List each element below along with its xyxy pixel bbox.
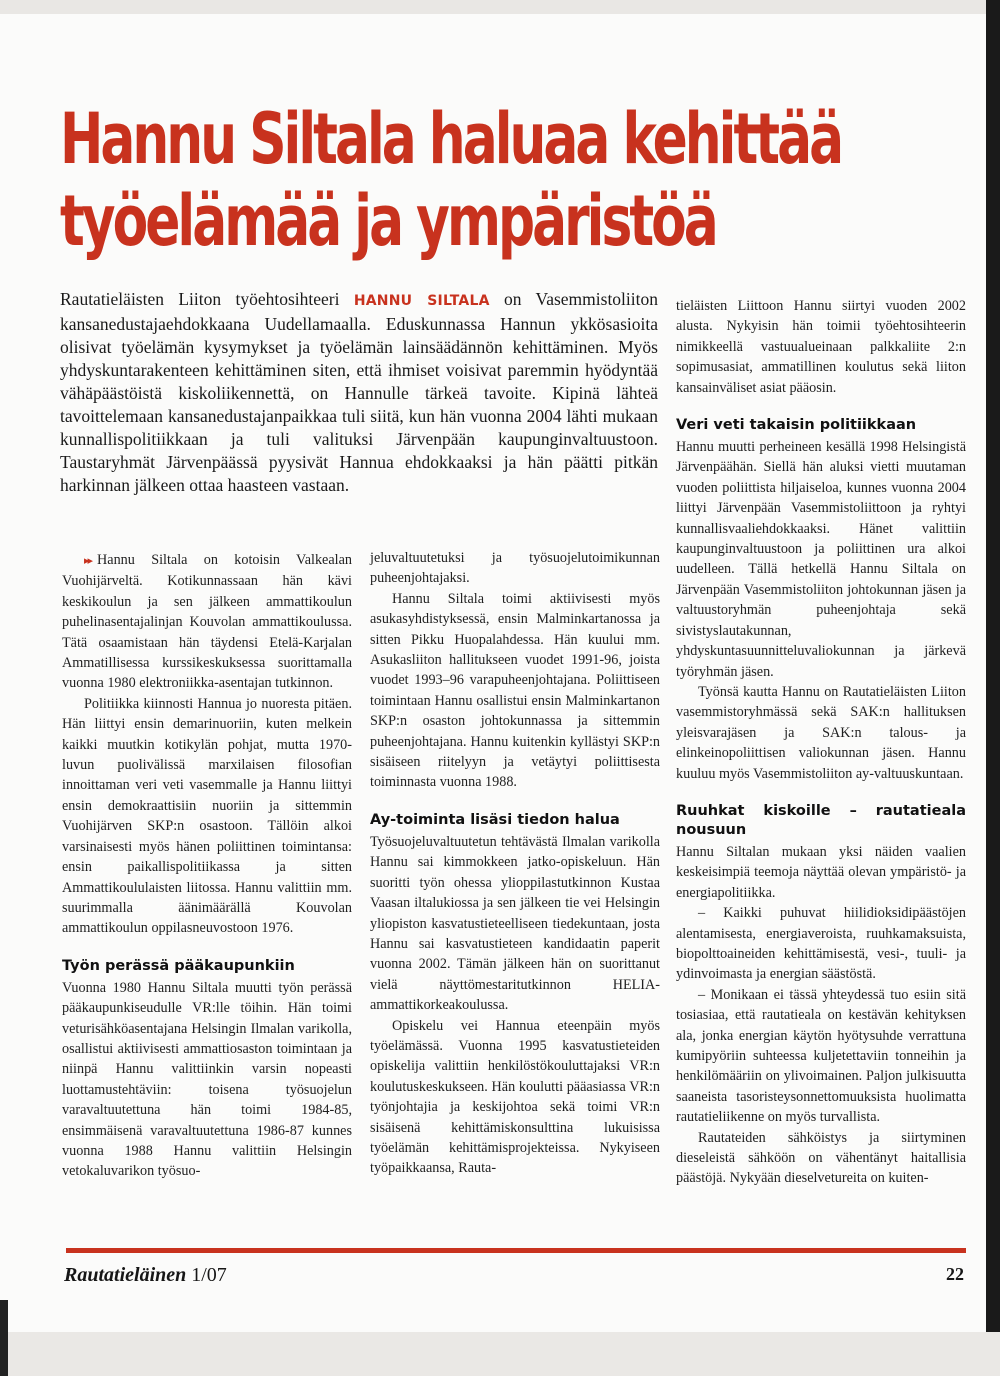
magazine-name: Rautatieläinen — [64, 1264, 187, 1286]
headline-line-2: työelämää ja ympäristöä — [60, 180, 716, 262]
subheading: Työn perässä pääkaupunkiin — [62, 957, 295, 974]
paragraph: jeluvaltuutetuksi ja työsuojelutoimikunnan puheenjohtajaksi. — [370, 550, 660, 587]
headline-line-1: Hannu Siltala haluaa kehittää — [60, 98, 842, 180]
lead-person-name: HANNU SILTALA — [353, 293, 490, 309]
subheading: Ruuhkat kiskoille – rautatieala nousuun — [676, 802, 966, 838]
article-headline — [60, 98, 842, 262]
paragraph: Hannu Siltala toimi aktiivisesti myös asukasyhdistyksessä, ensin Malminkartanossa ja sitten Pikku Huopalahdessa. Hän kuului mm. Asukasliiton hallitukseen vuodet 1991-96, joista vuodet 1993–96 varapuheenjohtajana. Poliittiseen toimintaan Hannu osallistui ensin Malminkartanon SKP:n osaston johtokunnassa ja sittemmin puheenjohtajana. Hannu kuitenkin kyllästyi SKP:n sisäiseen riitelyyn ja vetäytyi poliittisesta toiminnasta vuonna 1988. — [370, 590, 660, 791]
paragraph: Työnsä kautta Hannu on Rautatieläisten Liiton vasemmistoryhmässä sekä SAK:n hallituksen yleisvarajäsen ja SAK:n talous- ja elinkeinopoliittisen valiokunnan jäsen. Hannu kuuluu myös Vasemmistoliiton ay-valtuuskuntaan. — [676, 683, 966, 782]
subheading: Veri veti takaisin politiikkaan — [676, 417, 917, 434]
paragraph: – Kaikki puhuvat hiilidioksidipäästöjen alentamisesta, energiaveroista, ruuhkamaksuista, biopolttoaineiden kehittämisestä, vesi-, tuuli- ja ydinvoimasta ja energian säästöstä. — [676, 905, 966, 983]
paragraph: Rautateiden sähköistys ja siirtyminen dieseleistä sähköön on vähentänyt haitallisia päästöjä. Nykyään dieselvetureita on kuiten- — [676, 1129, 966, 1187]
scan-edge-right — [986, 0, 1000, 1376]
footer-rule — [66, 1248, 966, 1253]
subheading: Ay-toiminta lisäsi tiedon halua — [370, 811, 620, 828]
scan-edge-bottom — [0, 1332, 1000, 1376]
article-lead — [60, 288, 658, 497]
scan-edge-left — [0, 1300, 8, 1376]
lead-intro: Rautatieläisten Liiton työehtosihteeri — [60, 289, 354, 309]
paragraph: Työsuojeluvaltuutetun tehtävästä Ilmalan varikolla Hannu sai kimmokkeen jatko-opiskeluun. Hän suoritti työn ohessa ylioppilastutkinnon Kustaa Vaasan iltalukiossa ja sen jälkeen tie vei Helsingin yliopiston kasvatustieteelliseen tiedekuntaan, josta Hannu sai kasvatustieteen kandidaatin paperit vuonna 2002. Tämän jälkeen hän on suorittanut vielä näyttömestaritutkinnon HELIA-ammattikorkeakoulussa. — [370, 833, 660, 1014]
paragraph-text: Hannu Siltala on kotoisin Valkealan Vuohijärveltä. Kotikunnassaan hän kävi keskikoulun ja sen jälkeen ammattikoulun puhelinasentajalinjan Kouvolan ammattikoulussa. Tätä osaamistaan hän täydensi Etelä-Karjalan Ammatillisessa kurssikeskuksessa suorittamalla vuonna 1980 elektroniikka-asentajan tutkinnon. — [62, 552, 352, 692]
double-arrow-icon: ▸▸ — [84, 554, 92, 567]
paragraph — [62, 550, 352, 694]
paragraph: Vuonna 1980 Hannu Siltala muutti työn perässä pääkaupunkiseudulle VR:lle töihin. Hän toimi veturisähköasentajana Helsingin Ilmalan varikolla, osallistui aktiivisesti ammattiosaston toimintaan ja niinpä Hannu valittiinkin varsin nopeasti luottamustehtäviin: toisena työsuojelun varavaltuutettuna hän toimi 1984-85, ensimmäisenä varavaltuutettuna 1986-87 kunnes vuonna 1988 Hannu valittiin Helsingin vetokaluvarikon työsuo- — [62, 979, 352, 1180]
scan-edge-top — [0, 0, 1000, 14]
paragraph: Hannu muutti perheineen kesällä 1998 Helsingistä Järvenpäähän. Siellä hän aluksi vietti muutaman vuoden poliittista hiljaiseloa, kunnes vuonna 2004 liittyi Järvenpään Vasemmistoliittoon ja ryhtyi kunnallisvaaliehdokkaaksi. Hänet valittiin kaupunginvaltuustoon ja poliittinen ura alkoi uudelleen. Tällä hetkellä Hannu Siltala on Järvenpään Vasemmistoliiton johtokunnan jäsen ja valtuustoryhmän puheenjohtaja sekä sivistyslautakunnan, yhdyskuntasuunnitteluvaliokunnan ja järkevä työryhmän jäsen. — [676, 439, 966, 680]
paragraph: Hannu Siltalan mukaan yksi näiden vaalien keskeisimpiä teemoja näyttää olevan ympäristö- ja energiapolitiikka. — [676, 843, 966, 901]
paragraph: – Monikaan ei tässä yhteydessä tuo esiin sitä tosiasiaa, että rautatieala on kestävän kehityksen ala, jonka energian käytön hyötysuhde verrattuna kumipyöriin suhteessa kuljetettaviin tonneihin ja henkilömääriin on ylivoimainen. Paljon julkisuutta saaneista tasoristeysonnettomuuksista huolimatta rautatieliikenne on myös turvallista. — [676, 986, 966, 1126]
text-column-3 — [676, 296, 966, 1189]
paragraph: tieläisten Liittoon Hannu siirtyi vuoden 2002 alusta. Nykyisin hän toimii työehtosihteerin nimikkeellä vastuualueinaan palkkaliite 2:n sopimusasiat, ammatillinen koulutus sekä liiton kansainväliset asiat pääosin. — [676, 298, 966, 396]
lead-body: on Vasemmistoliiton kansanedustajaehdokkaana Uudellamaalla. Eduskunnassa Hannun ykkösasioita olisivat työelämän kysymykset ja työelämän lainsäädännön kehittäminen. Myös yhdyskuntarakenteen kehittäminen siten, että ihmiset voisivat paremmin hyödyntää vähäpäästöistä kiskoliikennettä, on Hannulle tärkeä tavoite. Kipinä lähteä tavoittelemaan kansanedustajanpaikkaa tuli siitä, kun hän vuonna 2004 lähti mukaan kunnallispolitiikkaan ja tuli valituksi Järvenpään kaupunginvaltuustoon. Taustaryhmät Järvenpäässä pyysivät Hannua ehdokkaaksi ja hän päätti pitkän harkinnan jälkeen ottaa haasteen vastaan. — [60, 289, 659, 495]
paragraph: Politiikka kiinnosti Hannua jo nuoresta pitäen. Hän liittyi ensin demarinuoriin, kuten melkein kaikki muutkin kotikylän pohjat, mutta 1970-luvun puolivälissä marxilaisen filosofian innoittaman veri veti vasemmalle ja Hannu liittyi ensin demokraattisiin nuoriin ja sittemmin Vuohijärven SKP:n osastoon. Tällöin alkoi varsinaisesti myös hänen poliittinen toimintansa: ensin paikallispolitiikassa ja sitten Ammattikoululaisten liitossa. Hannu valittiin mm. suurimmalla äänimäärällä Kouvolan ammattikoulun oppilasneuvostoon 1976. — [62, 695, 352, 937]
page-number: 22 — [946, 1264, 964, 1284]
footer-publication — [64, 1264, 227, 1287]
issue-number: 1/07 — [186, 1264, 227, 1286]
text-column-1 — [62, 550, 352, 1182]
paragraph: Opiskelu vei Hannua eteenpäin myös työelämässä. Vuonna 1995 kasvatustieteiden opiskelija valittiin henkilöstökouluttajaksi VR:n koulutuskeskukseen. Hän koulutti pääasiassa VR:n työnjohtajia ja keskijohtoa sekä toimi VR:n sisäisenä kehittämiskonsulttina lukuisissa työelämän kehittämisprojekteissa. Nykyiseen työpaikkaansa, Rauta- — [370, 1017, 660, 1177]
text-column-2 — [370, 548, 660, 1179]
